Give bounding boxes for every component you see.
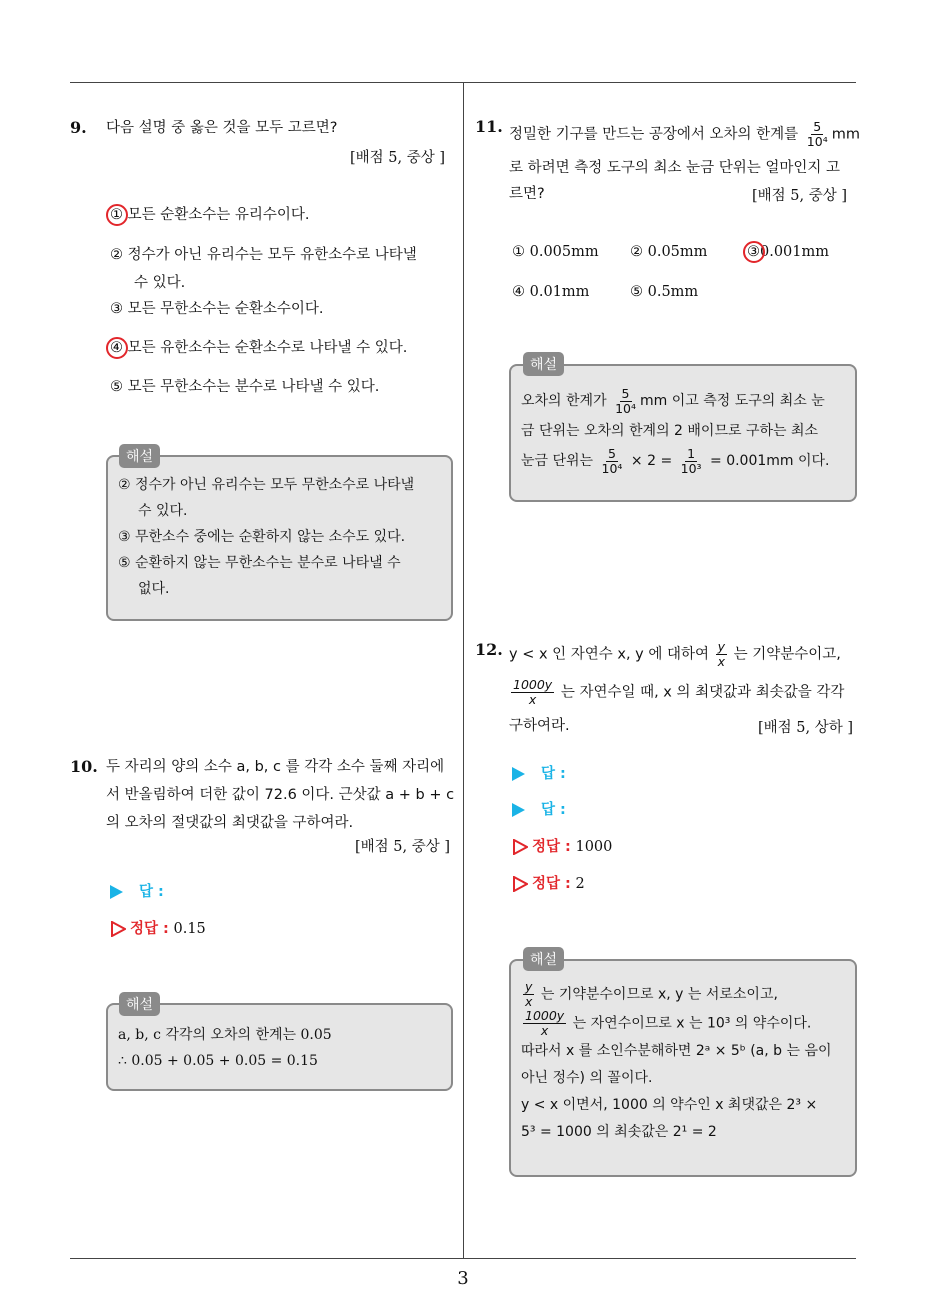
q9-choice-4[interactable]: ④ 모든 유한소수는 순환소수로 나타낼 수 있다. (110, 336, 407, 357)
q12-correct-answer-2: 정답 : 2 (512, 872, 585, 893)
q10-text: 두 자리의 양의 소수 a, b, c 를 각각 소수 둘째 자리에 서 반올림하여 더한 값이 72.6 이다. 근삿값 a + b + c 의 오차의 절댓값의 최댓값을 구하여라. (106, 759, 455, 831)
q11-number: 11. (475, 117, 503, 136)
q12-line-2: $\frac{1000y}{x}$ 는 자연수일 때, x 의 최댓값과 최솟값을 각각 (513, 677, 845, 707)
page-number: 3 (457, 1268, 469, 1289)
column-divider (463, 82, 464, 1259)
q9-choice-3[interactable]: ③ 모든 무한소수는 순환소수이다. (110, 301, 324, 317)
q9-meta: [배점 5, 중상 ] (350, 150, 446, 166)
q11-choice-1[interactable]: ① 0.005mm (512, 244, 599, 260)
outline-triangle-icon (512, 876, 528, 892)
answer-circle-icon (106, 337, 128, 359)
q12-line-1: y < x 인 자연수 x, y 에 대하여 $\frac{y}{x}$ 는 기약분수이고, (509, 639, 841, 669)
q10-correct-answer: 정답 : 0.15 (110, 917, 206, 938)
q12-explanation-text: $\frac{y}{x}$ 는 기약분수이므로 x, y 는 서로소이고, $\frac{1000y}{x}$ 는 자연수이므로 x 는 10³ 의 약수이다. 따라서 x 를 소인수분해하면 2ᵃ × 5ᵇ (a, b 는 음이 아닌 정수) 의 꼴이다. y < x 이면서, 1000 의 약수인 x 최댓값은 2³ × 5³ = 1000 의 최솟값은 2¹ = 2 (521, 979, 832, 1140)
q9-text: 다음 설명 중 옳은 것을 모두 고르면? (106, 120, 338, 136)
outline-triangle-icon (110, 921, 126, 937)
q10-answer-line[interactable]: 답 : (110, 880, 164, 901)
q12-meta: [배점 5, 상하 ] (758, 720, 854, 736)
q11-line-1: 정밀한 기구를 만드는 공장에서 오차의 한계를 $\frac{5}{\text{10⁴}}$ mm (509, 119, 860, 149)
q10-explanation-tag: 해설 (119, 992, 160, 1016)
q12-answer-line-2[interactable]: 답 : (512, 798, 566, 819)
answer-circle-icon (743, 241, 765, 263)
q9-choice-2[interactable]: ② 정수가 아닌 유리수는 모두 유한소수로 나타낼 수 있다. (110, 247, 417, 291)
q11-choice-3-mark: ③ (747, 244, 760, 260)
q9-number: 9. (70, 118, 87, 137)
q10-meta: [배점 5, 중상 ] (355, 839, 451, 855)
q11-choice-4[interactable]: ④ 0.01mm (512, 284, 590, 300)
q12-explanation-tag: 해설 (523, 947, 564, 971)
q9-choice-1-mark: ① (110, 207, 123, 223)
q11-meta: [배점 5, 중상 ] (752, 188, 848, 204)
q10-number: 10. (70, 757, 98, 776)
q11-fraction: $\frac{5}{\text{10⁴}}$ (806, 119, 828, 149)
q9-explanation-text: ② 정수가 아닌 유리수는 모두 무한소수로 나타낼 수 있다. ③ 무한소수 중에는 순환하지 않는 소수도 있다. ⑤ 순환하지 않는 무한소수는 분수로 나타낼 수 없다. (118, 477, 415, 597)
q12-answer-line-1[interactable]: 답 : (512, 762, 566, 783)
q9-choice-1[interactable]: ① 모든 순환소수는 유리수이다. (110, 203, 310, 224)
q11-explanation-tag: 해설 (523, 352, 564, 376)
q12-correct-answer-1: 정답 : 1000 (512, 835, 612, 856)
q11-choice-3[interactable]: ③0.001mm (747, 244, 829, 260)
q9-choice-5[interactable]: ⑤ 모든 무한소수는 분수로 나타낼 수 있다. (110, 379, 380, 395)
answer-circle-icon (106, 204, 128, 226)
q11-line-3: 르면? (509, 186, 545, 202)
q10-explanation-text: a, b, c 각각의 오차의 한계는 0.05 ∴ 0.05 + 0.05 + 0.05 = 0.15 (118, 1027, 332, 1069)
play-triangle-icon (512, 803, 525, 817)
q11-explanation-text: 오차의 한계가 $\frac{5}{\text{10⁴}}$ mm 이고 측정 도구의 최소 눈 금 단위는 오차의 한계의 2 배이므로 구하는 최소 눈금 단위는 $\frac{5}{\text{10⁴}}$ × 2 = $\frac{1}{\text{10³}}$ = 0.001mm 이다. (521, 385, 830, 476)
q9-explanation-tag: 해설 (119, 444, 160, 468)
outline-triangle-icon (512, 839, 528, 855)
play-triangle-icon (110, 885, 123, 899)
q11-choice-2[interactable]: ② 0.05mm (630, 244, 708, 260)
q12-number: 12. (475, 640, 503, 659)
q12-line-3: 구하여라. (509, 718, 570, 734)
q11-line-2: 로 하려면 측정 도구의 최소 눈금 단위는 얼마인지 고 (509, 160, 841, 176)
bottom-rule (70, 1258, 856, 1259)
play-triangle-icon (512, 767, 525, 781)
q11-choice-5[interactable]: ⑤ 0.5mm (630, 284, 699, 300)
q9-choice-4-mark: ④ (110, 340, 123, 356)
